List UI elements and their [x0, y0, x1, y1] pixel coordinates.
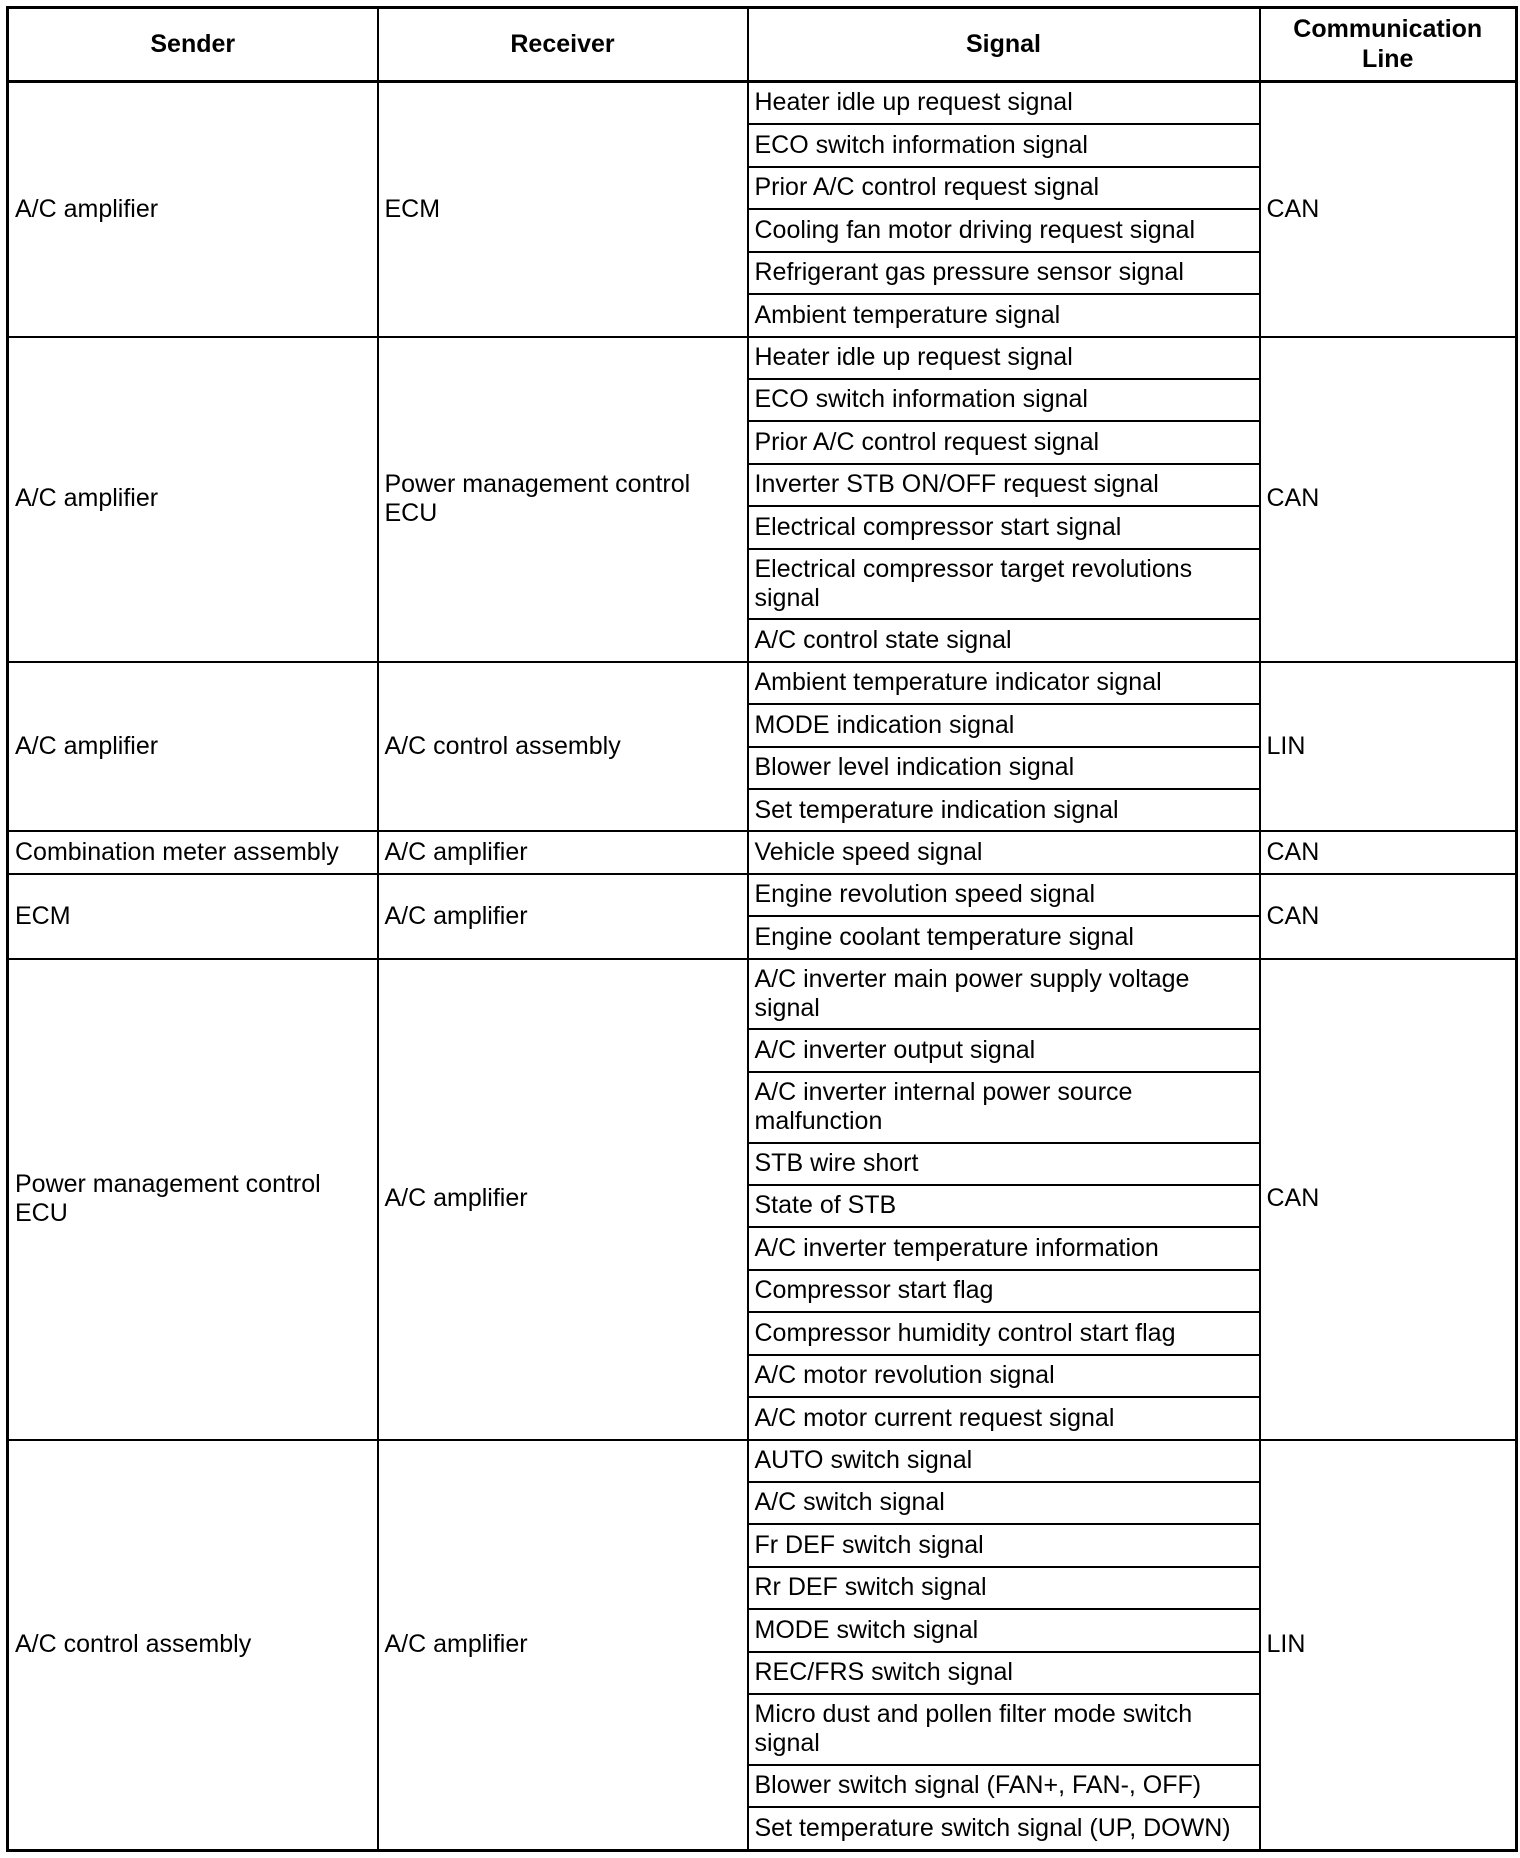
signal-cell: Vehicle speed signal: [748, 831, 1260, 873]
signal-cell: Inverter STB ON/OFF request signal: [748, 464, 1260, 506]
table-row: [8, 337, 1517, 379]
header-row: [8, 8, 1517, 82]
signal-cell: Rr DEF switch signal: [748, 1567, 1260, 1609]
signal-cell: A/C motor current request signal: [748, 1397, 1260, 1439]
table-row: [8, 82, 1517, 125]
sender-cell: A/C amplifier: [8, 662, 378, 832]
receiver-cell: ECM: [378, 82, 748, 337]
signal-cell: Blower switch signal (FAN+, FAN-, OFF): [748, 1765, 1260, 1807]
signal-cell: ECO switch information signal: [748, 379, 1260, 421]
signal-cell: Ambient temperature indicator signal: [748, 662, 1260, 704]
table-row: [8, 959, 1517, 1030]
signal-cell: Electrical compressor start signal: [748, 506, 1260, 548]
signal-cell: ECO switch information signal: [748, 124, 1260, 166]
sender-cell: Combination meter assembly: [8, 831, 378, 873]
signal-cell: Heater idle up request signal: [748, 82, 1260, 125]
communication-table: [6, 6, 1518, 1852]
signal-cell: Heater idle up request signal: [748, 337, 1260, 379]
signal-cell: Prior A/C control request signal: [748, 167, 1260, 209]
table-row: [8, 874, 1517, 916]
table-body: [8, 82, 1517, 1851]
signal-cell: Compressor start flag: [748, 1270, 1260, 1312]
signal-cell: A/C inverter output signal: [748, 1029, 1260, 1071]
signal-cell: A/C inverter internal power source malfunction: [748, 1072, 1260, 1143]
signal-cell: Micro dust and pollen filter mode switch signal: [748, 1694, 1260, 1765]
communication-line-cell: CAN: [1260, 959, 1517, 1440]
sender-cell: Power management control ECU: [8, 959, 378, 1440]
communication-line-cell: LIN: [1260, 1440, 1517, 1851]
signal-cell: Set temperature indication signal: [748, 789, 1260, 831]
signal-cell: A/C motor revolution signal: [748, 1355, 1260, 1397]
signal-cell: A/C inverter main power supply voltage signal: [748, 959, 1260, 1030]
signal-cell: Set temperature switch signal (UP, DOWN): [748, 1807, 1260, 1850]
signal-cell: State of STB: [748, 1185, 1260, 1227]
signal-cell: MODE indication signal: [748, 704, 1260, 746]
communication-line-cell: CAN: [1260, 82, 1517, 337]
receiver-cell: A/C control assembly: [378, 662, 748, 832]
signal-cell: Blower level indication signal: [748, 747, 1260, 789]
signal-cell: MODE switch signal: [748, 1609, 1260, 1651]
receiver-cell: A/C amplifier: [378, 1440, 748, 1851]
signal-cell: Engine coolant temperature signal: [748, 916, 1260, 958]
sender-cell: A/C amplifier: [8, 82, 378, 337]
signal-cell: Cooling fan motor driving request signal: [748, 209, 1260, 251]
signal-cell: Refrigerant gas pressure sensor signal: [748, 252, 1260, 294]
signal-cell: Electrical compressor target revolutions signal: [748, 549, 1260, 620]
header-sender: Sender: [8, 8, 378, 82]
signal-cell: Compressor humidity control start flag: [748, 1312, 1260, 1354]
signal-cell: STB wire short: [748, 1143, 1260, 1185]
sender-cell: A/C amplifier: [8, 337, 378, 662]
communication-line-cell: CAN: [1260, 337, 1517, 662]
sender-cell: A/C control assembly: [8, 1440, 378, 1851]
signal-cell: Prior A/C control request signal: [748, 421, 1260, 463]
signal-cell: Fr DEF switch signal: [748, 1524, 1260, 1566]
table-row: [8, 662, 1517, 704]
table-row: [8, 1440, 1517, 1482]
signal-cell: REC/FRS switch signal: [748, 1652, 1260, 1694]
signal-cell: Engine revolution speed signal: [748, 874, 1260, 916]
receiver-cell: A/C amplifier: [378, 959, 748, 1440]
receiver-cell: A/C amplifier: [378, 831, 748, 873]
signal-cell: A/C inverter temperature information: [748, 1227, 1260, 1269]
signal-cell: Ambient temperature signal: [748, 294, 1260, 336]
communication-line-cell: CAN: [1260, 874, 1517, 959]
receiver-cell: Power management control ECU: [378, 337, 748, 662]
sender-cell: ECM: [8, 874, 378, 959]
header-communication-line: Communication Line: [1260, 8, 1517, 82]
header-receiver: Receiver: [378, 8, 748, 82]
signal-cell: A/C control state signal: [748, 619, 1260, 661]
receiver-cell: A/C amplifier: [378, 874, 748, 959]
signal-cell: AUTO switch signal: [748, 1440, 1260, 1482]
communication-line-cell: LIN: [1260, 662, 1517, 832]
signal-cell: A/C switch signal: [748, 1482, 1260, 1524]
communication-line-cell: CAN: [1260, 831, 1517, 873]
table-row: [8, 831, 1517, 873]
header-signal: Signal: [748, 8, 1260, 82]
